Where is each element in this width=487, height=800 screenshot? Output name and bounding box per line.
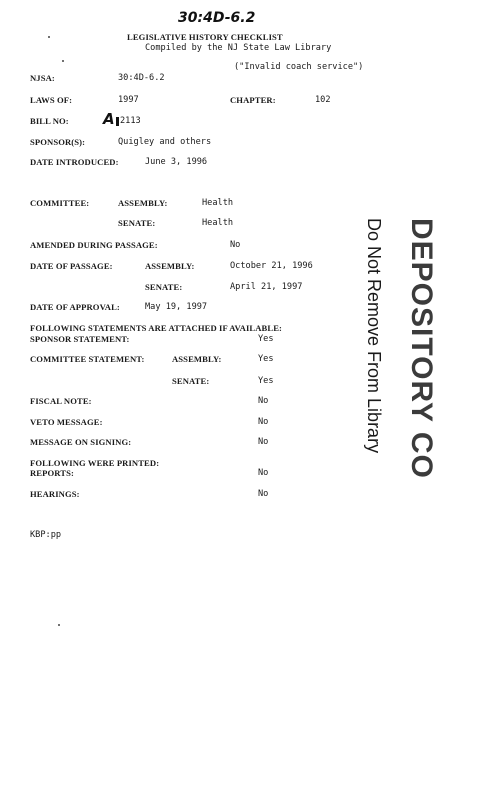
committee-statement-assembly-value: Yes: [258, 354, 274, 364]
passage-assembly-label: ASSEMBLY:: [145, 261, 195, 271]
njsa-value: 30:4D-6.2: [118, 73, 165, 83]
chapter-value: 102: [315, 95, 331, 105]
scan-speck: [58, 624, 60, 626]
committee-assembly-value: Health: [202, 198, 234, 208]
date-of-approval-value: May 19, 1997: [145, 302, 208, 312]
committee-statement-senate-label: SENATE:: [172, 376, 210, 386]
message-on-signing-label: MESSAGE ON SIGNING:: [30, 437, 132, 447]
reports-label: REPORTS:: [30, 468, 74, 478]
laws-of-label: LAWS OF:: [30, 95, 73, 105]
short-title: ("Invalid coach service"): [234, 62, 364, 72]
scan-speck: [48, 36, 50, 38]
fiscal-note-label: FISCAL NOTE:: [30, 396, 92, 406]
bill-no-label: BILL NO:: [30, 116, 69, 126]
date-of-passage-label: DATE OF PASSAGE:: [30, 261, 113, 271]
laws-of-value: 1997: [118, 95, 139, 105]
committee-senate-label: SENATE:: [118, 218, 156, 228]
njsa-label: NJSA:: [30, 73, 55, 83]
document-subtitle: Compiled by the NJ State Law Library: [145, 43, 332, 53]
hearings-label: HEARINGS:: [30, 489, 80, 499]
amended-value: No: [230, 240, 241, 250]
committee-assembly-label: ASSEMBLY:: [118, 198, 168, 208]
sponsor-statement-value: Yes: [258, 334, 274, 344]
date-introduced-value: June 3, 1996: [145, 157, 208, 167]
committee-statement-assembly-label: ASSEMBLY:: [172, 354, 222, 364]
depository-copy-stamp: [300, 210, 470, 480]
ink-mark: [116, 117, 119, 126]
passage-assembly-value: October 21, 1996: [230, 261, 313, 271]
fiscal-note-value: No: [258, 396, 269, 406]
document-title: LEGISLATIVE HISTORY CHECKLIST: [127, 32, 283, 42]
typist-initials: KBP:pp: [30, 530, 62, 540]
printed-heading: FOLLOWING WERE PRINTED:: [30, 458, 160, 468]
stamp-line-1: DEPOSITORY COPY: [405, 218, 438, 480]
hearings-value: No: [258, 489, 269, 499]
sponsors-label: SPONSOR(S):: [30, 137, 86, 147]
passage-senate-label: SENATE:: [145, 282, 183, 292]
committee-statement-senate-value: Yes: [258, 376, 274, 386]
sponsors-value: Quigley and others: [118, 137, 212, 147]
committee-senate-value: Health: [202, 218, 234, 228]
statements-heading: FOLLOWING STATEMENTS ARE ATTACHED IF AVAILABLE:: [30, 323, 282, 333]
stamp-line-2: Do Not Remove From Library: [364, 218, 384, 454]
passage-senate-value: April 21, 1997: [230, 282, 303, 292]
bill-no-value: 2113: [120, 116, 141, 126]
reports-value: No: [258, 468, 269, 478]
scan-speck: [62, 60, 64, 62]
bill-prefix-handwritten: A: [103, 110, 115, 128]
handwritten-citation: 30:4D-6.2: [178, 10, 256, 26]
amended-label: AMENDED DURING PASSAGE:: [30, 240, 158, 250]
message-on-signing-value: No: [258, 437, 269, 447]
committee-label: COMMITTEE:: [30, 198, 90, 208]
date-of-approval-label: DATE OF APPROVAL:: [30, 302, 120, 312]
veto-message-value: No: [258, 417, 269, 427]
sponsor-statement-label: SPONSOR STATEMENT:: [30, 334, 130, 344]
veto-message-label: VETO MESSAGE:: [30, 417, 103, 427]
committee-statement-label: COMMITTEE STATEMENT:: [30, 354, 145, 364]
chapter-label: CHAPTER:: [230, 95, 276, 105]
date-introduced-label: DATE INTRODUCED:: [30, 157, 119, 167]
